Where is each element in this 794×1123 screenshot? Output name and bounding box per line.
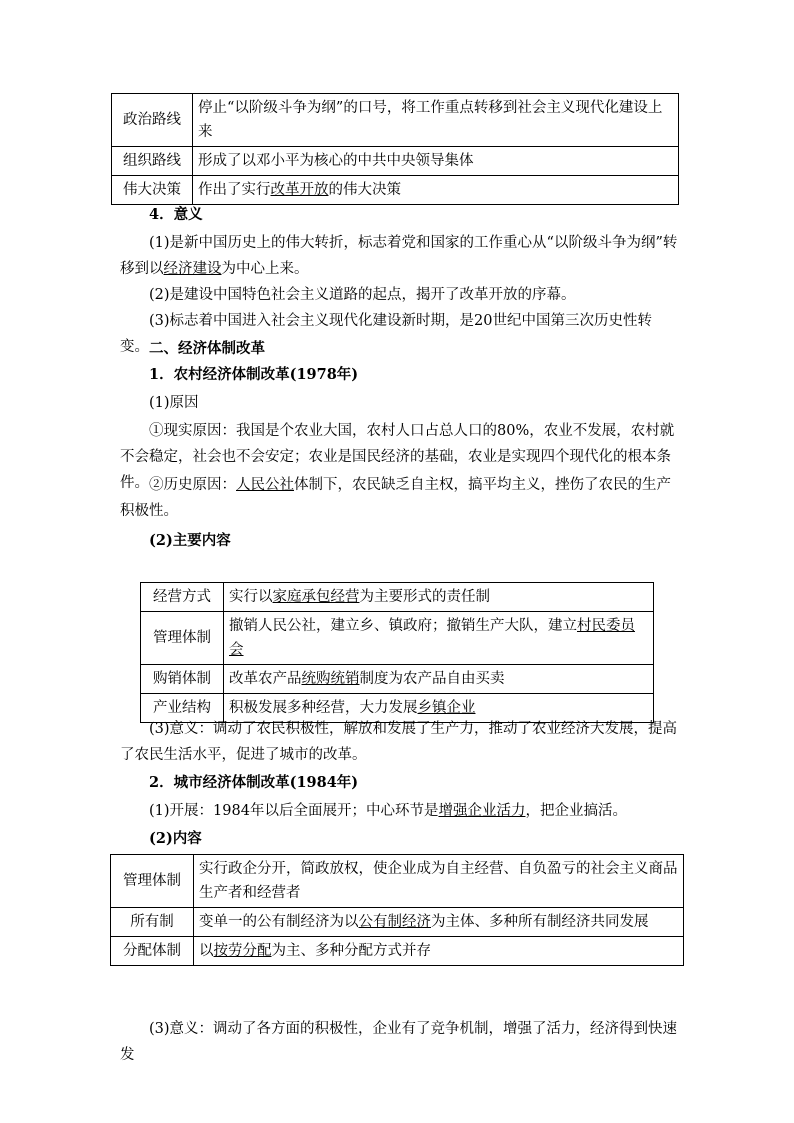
paragraph: (3)标志着中国进入社会主义现代化建设新时期，是20世纪中国第三次历史性转变。 <box>120 313 652 355</box>
row-content: 积极发展多种经营，大力发展乡镇企业 <box>224 694 654 723</box>
paragraph: (1)是新中国历史上的伟大转折，标志着党和国家的工作重心从“以阶级斗争为纲”转移到以经济建设为中心上来。 <box>120 235 678 277</box>
row-label: 管理体制 <box>111 855 194 908</box>
table-row <box>111 908 684 937</box>
section-heading: 4．意义 <box>149 206 203 223</box>
subsection-heading: 1．农村经济体制改革(1978年) <box>149 366 359 383</box>
row-label: 所有制 <box>111 908 194 937</box>
row-content: 停止“以阶级斗争为纲”的口号，将工作重点转移到社会主义现代化建设上来 <box>193 94 679 147</box>
row-label: 经营方式 <box>141 583 224 612</box>
row-content: 实行政企分开，简政放权，使企业成为自主经营、自负盈亏的社会主义商品生产者和经营者 <box>194 855 684 908</box>
table-row <box>141 665 654 694</box>
row-content: 作出了实行改革开放的伟大决策 <box>193 176 679 205</box>
table-rural-reform <box>140 582 654 723</box>
table-urban-reform <box>110 854 684 966</box>
table-row <box>112 176 679 205</box>
row-label: 伟大决策 <box>112 176 193 205</box>
row-content: 以按劳分配为主、多种分配方式并存 <box>194 937 684 966</box>
subsection-heading: (2)内容 <box>149 830 202 847</box>
table-row <box>111 855 684 908</box>
table-political <box>111 93 679 205</box>
row-label: 组织路线 <box>112 147 193 176</box>
table-row <box>141 612 654 665</box>
table-row <box>112 94 679 147</box>
paragraph: (3)意义：调动了农民积极性，解放和发展了生产力，推动了农业经济大发展，提高了农民生活水平，促进了城市的改革。 <box>120 721 678 763</box>
row-label: 分配体制 <box>111 937 194 966</box>
paragraph: (2)是建设中国特色社会主义道路的起点，揭开了改革开放的序幕。 <box>149 287 576 303</box>
paragraph: (1)开展：1984年以后全面展开；中心环节是增强企业活力，把企业搞活。 <box>149 803 627 819</box>
subsection-heading: (2)主要内容 <box>149 532 231 549</box>
row-label: 购销体制 <box>141 665 224 694</box>
table-row <box>111 937 684 966</box>
row-label: 产业结构 <box>141 694 224 723</box>
row-content: 变单一的公有制经济为以公有制经济为主体、多种所有制经济共同发展 <box>194 908 684 937</box>
paragraph: ②历史原因：人民公社体制下，农民缺乏自主权，搞平均主义，挫伤了农民的生产积极性。 <box>120 477 671 519</box>
paragraph: (3)意义：调动了各方面的积极性，企业有了竞争机制，增强了活力，经济得到快速发 <box>120 1021 678 1063</box>
subsection-heading: 2．城市经济体制改革(1984年) <box>149 774 359 791</box>
paragraph: ①现实原因：我国是个农业大国，农村人口占总人口的80%，农业不发展，农村就不会稳定，社会也不会安定；农业是国民经济的基础，农业是实现四个现代化的根本条件。 <box>120 423 675 491</box>
subsection-heading: (1)原因 <box>149 395 199 411</box>
row-content: 形成了以邓小平为核心的中共中央领导集体 <box>193 147 679 176</box>
table-row <box>141 583 654 612</box>
row-content: 实行以家庭承包经营为主要形式的责任制 <box>224 583 654 612</box>
table-row <box>112 147 679 176</box>
row-content: 改革农产品统购统销制度为农产品自由买卖 <box>224 665 654 694</box>
row-label: 管理体制 <box>141 612 224 665</box>
row-content: 撤销人民公社，建立乡、镇政府；撤销生产大队，建立村民委员会 <box>224 612 654 665</box>
section-heading: 二、经济体制改革 <box>149 340 265 357</box>
row-label: 政治路线 <box>112 94 193 147</box>
